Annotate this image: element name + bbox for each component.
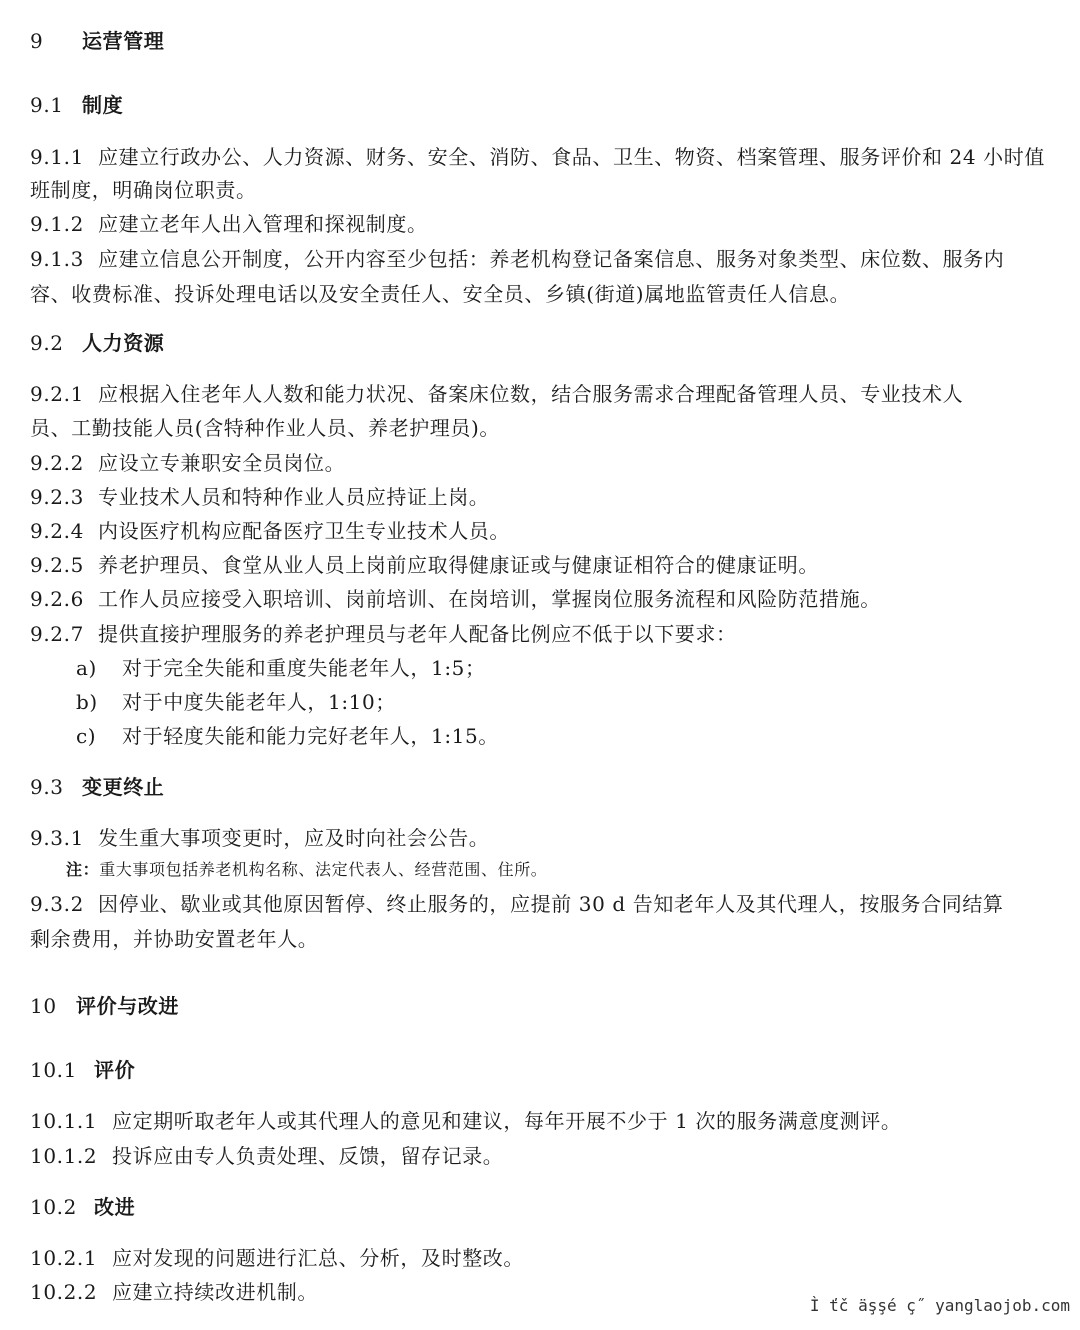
section-9-1-heading: 9.1 制度 <box>30 93 124 117</box>
clause-9-2-7: 9.2.7 提供直接护理服务的养老护理员与老年人配备比例应不低于以下要求： <box>30 622 737 646</box>
list-item-b: b) 对于中度失能老年人，1:10； <box>76 690 396 714</box>
section-10-1-heading: 10.1 评价 <box>30 1058 136 1082</box>
clause-9-1-1: 9.1.1 应建立行政办公、人力资源、财务、安全、消防、食品、卫生、物资、档案管理、服务评价和 24 小时值 <box>30 145 1045 169</box>
clause-9-3-2: 9.3.2 因停业、歇业或其他原因暂停、终止服务的，应提前 30 d 告知老年人及其代理人，按服务合同结算 <box>30 892 1004 916</box>
section-9-heading: 9 运营管理 <box>30 29 165 53</box>
clause-9-3-2-cont: 剩余费用，并协助安置老年人。 <box>30 927 319 951</box>
clause-9-1-3: 9.1.3 应建立信息公开制度，公开内容至少包括：养老机构登记备案信息、服务对象类型、床位数、服务内 <box>30 247 1005 271</box>
clause-9-1-2: 9.1.2 应建立老年人出入管理和探视制度。 <box>30 212 428 236</box>
clause-9-2-6: 9.2.6 工作人员应接受入职培训、岗前培训、在岗培训，掌握岗位服务流程和风险防范措施。 <box>30 587 881 611</box>
watermark: Ì ťč äşşé ç˝ yanglaojob.com <box>809 1296 1070 1315</box>
clause-9-1-1-cont: 班制度，明确岗位职责。 <box>30 178 257 202</box>
clause-10-1-1: 10.1.1 应定期听取老年人或其代理人的意见和建议，每年开展不少于 1 次的服务满意度测评。 <box>30 1109 902 1133</box>
clause-9-2-4: 9.2.4 内设医疗机构应配备医疗卫生专业技术人员。 <box>30 519 510 543</box>
section-10-2-heading: 10.2 改进 <box>30 1195 136 1219</box>
clause-9-2-3: 9.2.3 专业技术人员和特种作业人员应持证上岗。 <box>30 485 490 509</box>
clause-10-1-2: 10.1.2 投诉应由专人负责处理、反馈，留存记录。 <box>30 1144 504 1168</box>
clause-9-2-5: 9.2.5 养老护理员、食堂从业人员上岗前应取得健康证或与健康证相符合的健康证明。 <box>30 553 819 577</box>
clause-9-2-2: 9.2.2 应设立专兼职安全员岗位。 <box>30 451 346 475</box>
note: 注：重大事项包括养老机构名称、法定代表人、经营范围、住所。 <box>66 860 548 879</box>
clause-10-2-1: 10.2.1 应对发现的问题进行汇总、分析，及时整改。 <box>30 1246 524 1270</box>
clause-9-3-1: 9.3.1 发生重大事项变更时，应及时向社会公告。 <box>30 826 490 850</box>
clause-9-1-3-cont: 容、收费标准、投诉处理电话以及安全责任人、安全员、乡镇(街道)属地监管责任人信息。 <box>30 282 851 306</box>
section-9-3-heading: 9.3 变更终止 <box>30 775 165 799</box>
list-item-a: a) 对于完全失能和重度失能老年人，1:5； <box>76 656 486 680</box>
list-item-c: c) 对于轻度失能和能力完好老年人，1:15。 <box>76 724 499 748</box>
section-9-2-heading: 9.2 人力资源 <box>30 331 165 355</box>
clause-9-2-1-cont: 员、工勤技能人员(含特种作业人员、养老护理员)。 <box>30 416 501 440</box>
section-10-heading: 10 评价与改进 <box>30 994 179 1018</box>
clause-9-2-1: 9.2.1 应根据入住老年人人数和能力状况、备案床位数，结合服务需求合理配备管理人员、专业技术人 <box>30 382 964 406</box>
clause-10-2-2: 10.2.2 应建立持续改进机制。 <box>30 1280 318 1304</box>
